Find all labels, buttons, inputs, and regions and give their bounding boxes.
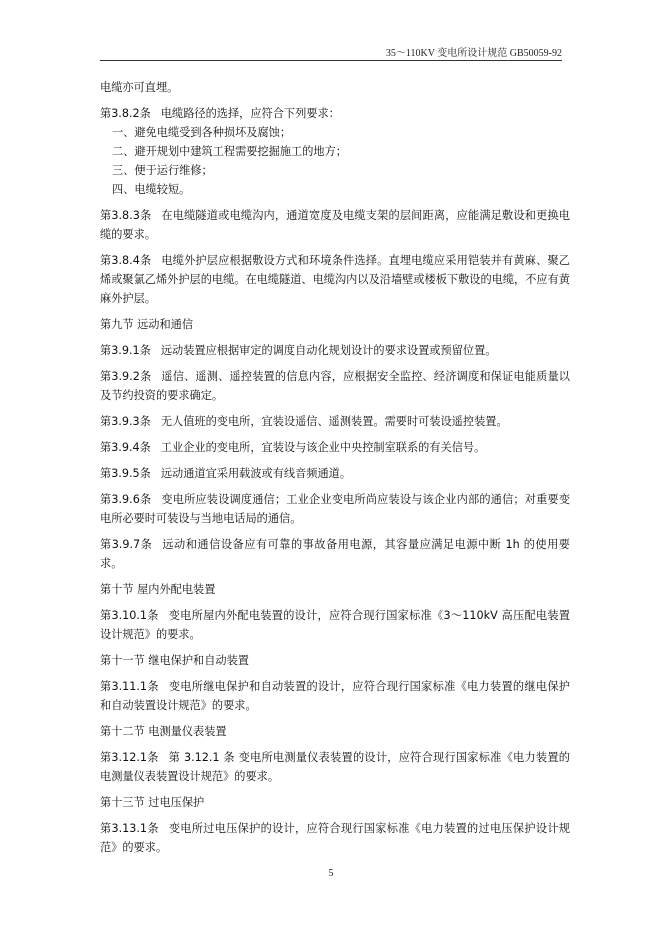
article-number: 第3.8.2条 xyxy=(100,107,151,120)
header-rule xyxy=(100,60,562,61)
article-number: 第3.8.4条 xyxy=(100,254,152,267)
body-text xyxy=(100,78,570,864)
article-text: 变电所应装设调度通信；工业企业变电所尚应装设与该企业内部的通信；对重要变电所必要时可装设与当地电话局的通信。 xyxy=(100,493,570,525)
list-item: 四、电缆较短。 xyxy=(112,183,191,196)
article-text: 遥信、遥测、遥控装置的信息内容，应根据安全监控、经济调度和保证电能质量以及节约投资的要求确定。 xyxy=(100,370,570,402)
article-text: 无人值班的变电所，宜装设遥信、遥测装置。需要时可装设遥控装置。 xyxy=(160,415,508,428)
article-text: 在电缆隧道或电缆沟内，通道宽度及电缆支架的层间距离，应能满足敷设和更换电缆的要求。 xyxy=(100,209,570,241)
article-number: 第3.9.7条 xyxy=(100,538,153,551)
article-number: 第3.10.1条 xyxy=(100,609,159,622)
article-3-9-3 xyxy=(100,412,570,431)
list-item: 一、避免电缆受到各种损坏及腐蚀； xyxy=(112,126,292,139)
article-3-8-4 xyxy=(100,251,570,308)
section-title: 第十二节 电测量仪表装置 xyxy=(100,725,227,738)
article-number: 第3.13.1条 xyxy=(100,822,159,835)
article-3-9-2 xyxy=(100,367,570,405)
article-number: 第3.11.1条 xyxy=(100,680,159,693)
article-text: 电缆路径的选择，应符合下列要求： xyxy=(160,107,340,120)
article-3-9-1 xyxy=(100,341,570,360)
article-3-8-3 xyxy=(100,206,570,244)
article-3-13-1 xyxy=(100,819,570,857)
article-text: 远动装置应根据审定的调度自动化规划设计的要求设置或预留位置。 xyxy=(160,344,497,357)
article-number: 第3.9.1条 xyxy=(100,344,151,357)
article-3-9-7 xyxy=(100,535,570,573)
section-title: 第十三节 过电压保护 xyxy=(100,796,205,809)
article-number: 第3.9.2条 xyxy=(100,370,152,383)
article-text: 变电所继电保护和自动装置的设计，应符合现行国家标准《电力装置的继电保护和自动装置设计规范》的要求。 xyxy=(100,680,570,712)
article-3-12-1 xyxy=(100,748,570,786)
article-text: 变电所屋内外配电装置的设计，应符合现行国家标准《3～110kV 高压配电装置设计规范》的要求。 xyxy=(100,609,570,641)
article-text: 变电所过电压保护的设计，应符合现行国家标准《电力装置的过电压保护设计规范》的要求。 xyxy=(100,822,570,854)
article-3-11-1 xyxy=(100,677,570,715)
article-number: 第3.12.1条 xyxy=(100,751,159,764)
section-title: 第十节 屋内外配电装置 xyxy=(100,583,216,596)
running-header: 35～110KV 变电所设计规范 GB50059-92 xyxy=(385,48,562,59)
article-text: 远动和通信设备应有可靠的事故备用电源，其容量应满足电源中断 1h 的使用要求。 xyxy=(100,538,570,570)
section-title: 第九节 远动和通信 xyxy=(100,318,194,331)
article-text: 第 3.12.1 条 变电所电测量仪表装置的设计，应符合现行国家标准《电力装置的电测量仪表装置设计规范》的要求。 xyxy=(100,751,570,783)
page-number: 5 xyxy=(328,868,334,879)
article-3-8-2 xyxy=(100,104,570,123)
article-text: 工业企业的变电所，宜装设与该企业中央控制室联系的有关信号。 xyxy=(160,441,486,454)
article-3-10-1 xyxy=(100,606,570,644)
article-3-9-6 xyxy=(100,490,570,528)
article-3-9-5 xyxy=(100,464,570,483)
article-number: 第3.9.3条 xyxy=(100,415,151,428)
article-number: 第3.9.6条 xyxy=(100,493,152,506)
section-title: 第十一节 继电保护和自动装置 xyxy=(100,654,249,667)
article-number: 第3.9.5条 xyxy=(100,467,151,480)
article-3-9-4 xyxy=(100,438,570,457)
article-text: 电缆外护层应根据敷设方式和环境条件选择。直埋电缆应采用铠装并有黄麻、聚乙烯或聚氯乙烯外护层的电缆。在电缆隧道、电缆沟内以及沿墙壁或楼板下敷设的电缆，不应有黄麻外护层。 xyxy=(100,254,570,305)
paragraph: 电缆亦可直埋。 xyxy=(100,81,179,94)
list-item: 三、便于运行维修； xyxy=(112,164,213,177)
article-text: 远动通道宜采用载波或有线音频通道。 xyxy=(160,467,352,480)
article-number: 第3.8.3条 xyxy=(100,209,152,222)
article-number: 第3.9.4条 xyxy=(100,441,151,454)
list-item: 二、避开规划中建筑工程需要挖掘施工的地方； xyxy=(112,145,347,158)
